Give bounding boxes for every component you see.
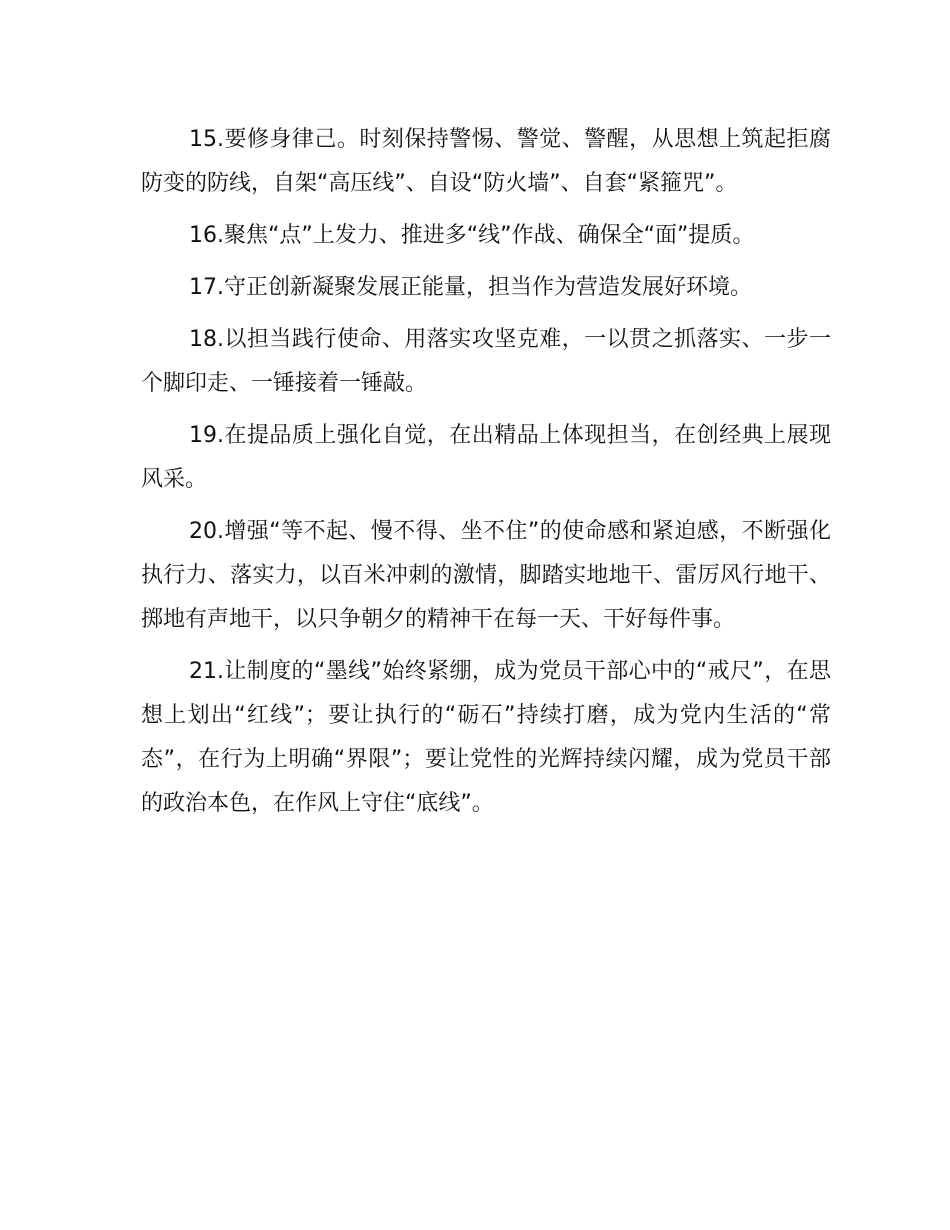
paragraph-16: 16.聚焦“点”上发力、推进多“线”作战、确保全“面”提质。 — [189, 223, 755, 248]
paragraph-19: 19.在提品质上强化自觉，在出精品上体现担当，在创经典上展现风采。 — [141, 423, 831, 492]
paragraph-20: 20.增强“等不起、慢不得、坐不住”的使命感和紧迫感，不断强化执行力、落实力，以百米冲刺的激情，脚踏实地地干、雷厉风行地干、掷地有声地干，以只争朝夕的精神干在每一天、干好每件事。 — [141, 519, 831, 632]
document-body — [141, 118, 831, 834]
paragraph-18: 18.以担当践行使命、用落实攻坚克难，一以贯之抓落实、一步一个脚印走、一锤接着一锤敲。 — [141, 327, 831, 396]
paragraph-17: 17.守正创新凝聚发展正能量，担当作为营造发展好环境。 — [189, 275, 752, 300]
paragraph-21: 21.让制度的“墨线”始终紧绷，成为党员干部心中的“戒尺”，在思想上划出“红线”；要让执行的“砺石”持续打磨，成为党内生活的“常态”，在行为上明确“界限”；要让党性的光辉持续闪耀，成为党员干部的政治本色，在作风上守住“底线”。 — [141, 659, 831, 816]
paragraph-15: 15.要修身律己。时刻保持警惕、警觉、警醒，从思想上筑起拒腐防变的防线，自架“高压线”、自设“防火墙”、自套“紧箍咒”。 — [141, 127, 831, 196]
